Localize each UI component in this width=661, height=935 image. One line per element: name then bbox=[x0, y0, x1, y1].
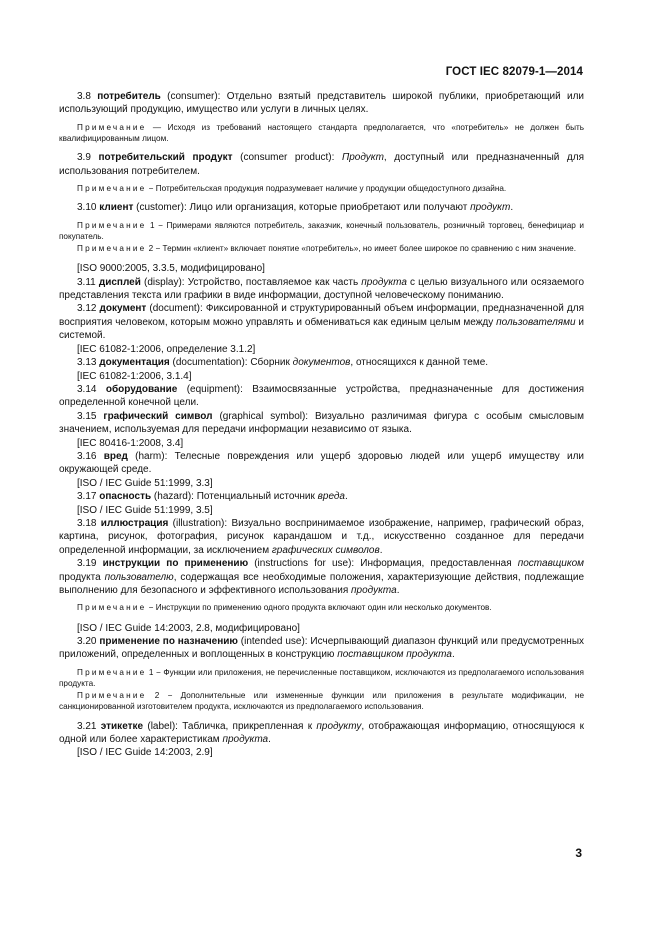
term-name: клиент bbox=[99, 202, 134, 214]
page-number: 3 bbox=[575, 846, 582, 860]
term-name: иллюстрация bbox=[100, 517, 169, 529]
term-name: вред bbox=[103, 450, 128, 462]
reference-3-15: [IEC 80416-1:2008, 3.4] bbox=[77, 437, 184, 449]
term-name: инструкции по применению bbox=[102, 558, 249, 570]
document-body bbox=[59, 90, 584, 760]
term-name: этикетке bbox=[100, 720, 144, 732]
note-3-10-1: Примечание 1 − Примерами являются потребитель, заказчик, конечный пользователь, розничный торговец, бенефициар и покупатель. bbox=[59, 220, 584, 241]
reference-3-17: [ISO / IEC Guide 51:1999, 3.5] bbox=[77, 504, 213, 516]
term-3-21: 3.21 этикетке (label): Табличка, прикрепленная к продукту, отображающая информацию, относящуюся к одной или более характеристикам продукта. bbox=[59, 720, 584, 746]
note-3-20-2: Примечание 2 − Дополнительные или измененные функции или приложения в результате модификации, не санкционированной изготовителем продукта, исключаются из предполагаемого использования. bbox=[59, 691, 584, 712]
term-3-17: 3.17 опасность (hazard): Потенциальный источник вреда. bbox=[77, 491, 348, 503]
term-3-18: 3.18 иллюстрация (illustration): Визуально воспринимаемое изображение, например, графический образ, картина, рисунок, фотография, рисунок карандашом и т.д., искусственно созданное для передачи определенной информации, за исключением графических символов. bbox=[59, 517, 584, 556]
term-3-14: 3.14 оборудование (equipment): Взаимосвязанные устройства, предназначенные для достижения определенной конечной цели. bbox=[59, 383, 585, 409]
term-name: потребительский продукт bbox=[98, 152, 233, 164]
reference-3-19: [ISO / IEC Guide 14:2003, 2.8, модифицировано] bbox=[77, 622, 300, 634]
term-3-16: 3.16 вред (harm): Телесные повреждения или ущерб здоровью людей или ущерб имуществу или окружающей среде. bbox=[59, 450, 584, 476]
document-header: ГОСТ IEC 82079-1—2014 bbox=[445, 66, 583, 78]
term-name: оборудование bbox=[105, 383, 178, 395]
term-3-8: 3.8 потребитель (consumer): Отдельно взятый представитель широкой публики, приобретающий или использующий продукцию, имущество или услуги в личных целях. bbox=[59, 91, 585, 116]
term-name: документация bbox=[99, 357, 170, 369]
note-3-20-1: Примечание 1 − Функции или приложения, не перечисленные поставщиком, исключаются из предполагаемого использования продукта. bbox=[59, 667, 584, 689]
term-name: потребитель bbox=[97, 91, 161, 102]
reference-3-13: [IEC 61082-1:2006, 3.1.4] bbox=[77, 370, 192, 382]
reference-3-16: [ISO / IEC Guide 51:1999, 3.3] bbox=[77, 477, 213, 489]
reference-3-10: [ISO 9000:2005, 3.3.5, модифицировано] bbox=[77, 263, 265, 275]
note-3-19: Примечание − Инструкции по применению одного продукта включают один или несколько документов. bbox=[77, 603, 492, 613]
term-name: дисплей bbox=[98, 276, 141, 288]
note-3-8: Примечание — Исходя из требований настоящего стандарта предполагается, что «потребитель» не должен быть квалифицированным лицом. bbox=[59, 122, 584, 144]
term-name: графический символ bbox=[103, 410, 213, 422]
note-3-10-2: Примечание 2 − Термин «клиент» включает понятие «потребитель», но имеет более широкое по сравнению с ним значение. bbox=[77, 244, 576, 254]
term-3-11: 3.11 дисплей (display): Устройство, поставляемое как часть продукта с целью визуального или осязаемого представления текста или графики в виде информации, доступной человеческому пониманию. bbox=[59, 276, 584, 302]
term-3-10: 3.10 клиент (customer): Лицо или организация, которые приобретают или получают продукт. bbox=[77, 202, 514, 214]
reference-3-21: [ISO / IEC Guide 14:2003, 2.9] bbox=[77, 747, 213, 759]
term-3-19: 3.19 инструкции по применению (instructions for use): Информация, предоставленная поставщиком продукта пользователю, содержащая все необходимые положения, характеризующие действия, подлежащие выполнению для безопасного и эффективного использования продукта. bbox=[59, 558, 585, 596]
term-name: опасность bbox=[99, 491, 152, 503]
term-name: применение по назначению bbox=[99, 636, 238, 648]
reference-3-12: [IEC 61082-1:2006, определение 3.1.2] bbox=[77, 343, 256, 355]
note-3-9: Примечание − Потребительская продукция подразумевает наличие у продукции общедоступного дизайна. bbox=[77, 184, 507, 194]
term-3-9: 3.9 потребительский продукт (consumer product): Продукт, доступный или предназначенный для использования потребителем. bbox=[59, 152, 584, 177]
term-3-15: 3.15 графический символ (graphical symbol): Визуально различимая фигура с особым смысловым значением, используемая для передачи информации независимо от языка. bbox=[59, 410, 584, 436]
term-name: документ bbox=[99, 303, 147, 315]
term-3-13: 3.13 документация (documentation): Сборник документов, относящихся к данной теме. bbox=[77, 357, 489, 369]
term-3-12: 3.12 документ (document): Фиксированной и структурированный объем информации, предназначенной для восприятия человеком, которым можно управлять и обмениваться как единым целым между пользователями и системой. bbox=[59, 303, 585, 342]
term-3-20: 3.20 применение по назначению (intended use): Исчерпывающий диапазон функций или предусмотренных приложений, определенных и воплощенных в конструкцию поставщиком продукта. bbox=[59, 636, 585, 661]
